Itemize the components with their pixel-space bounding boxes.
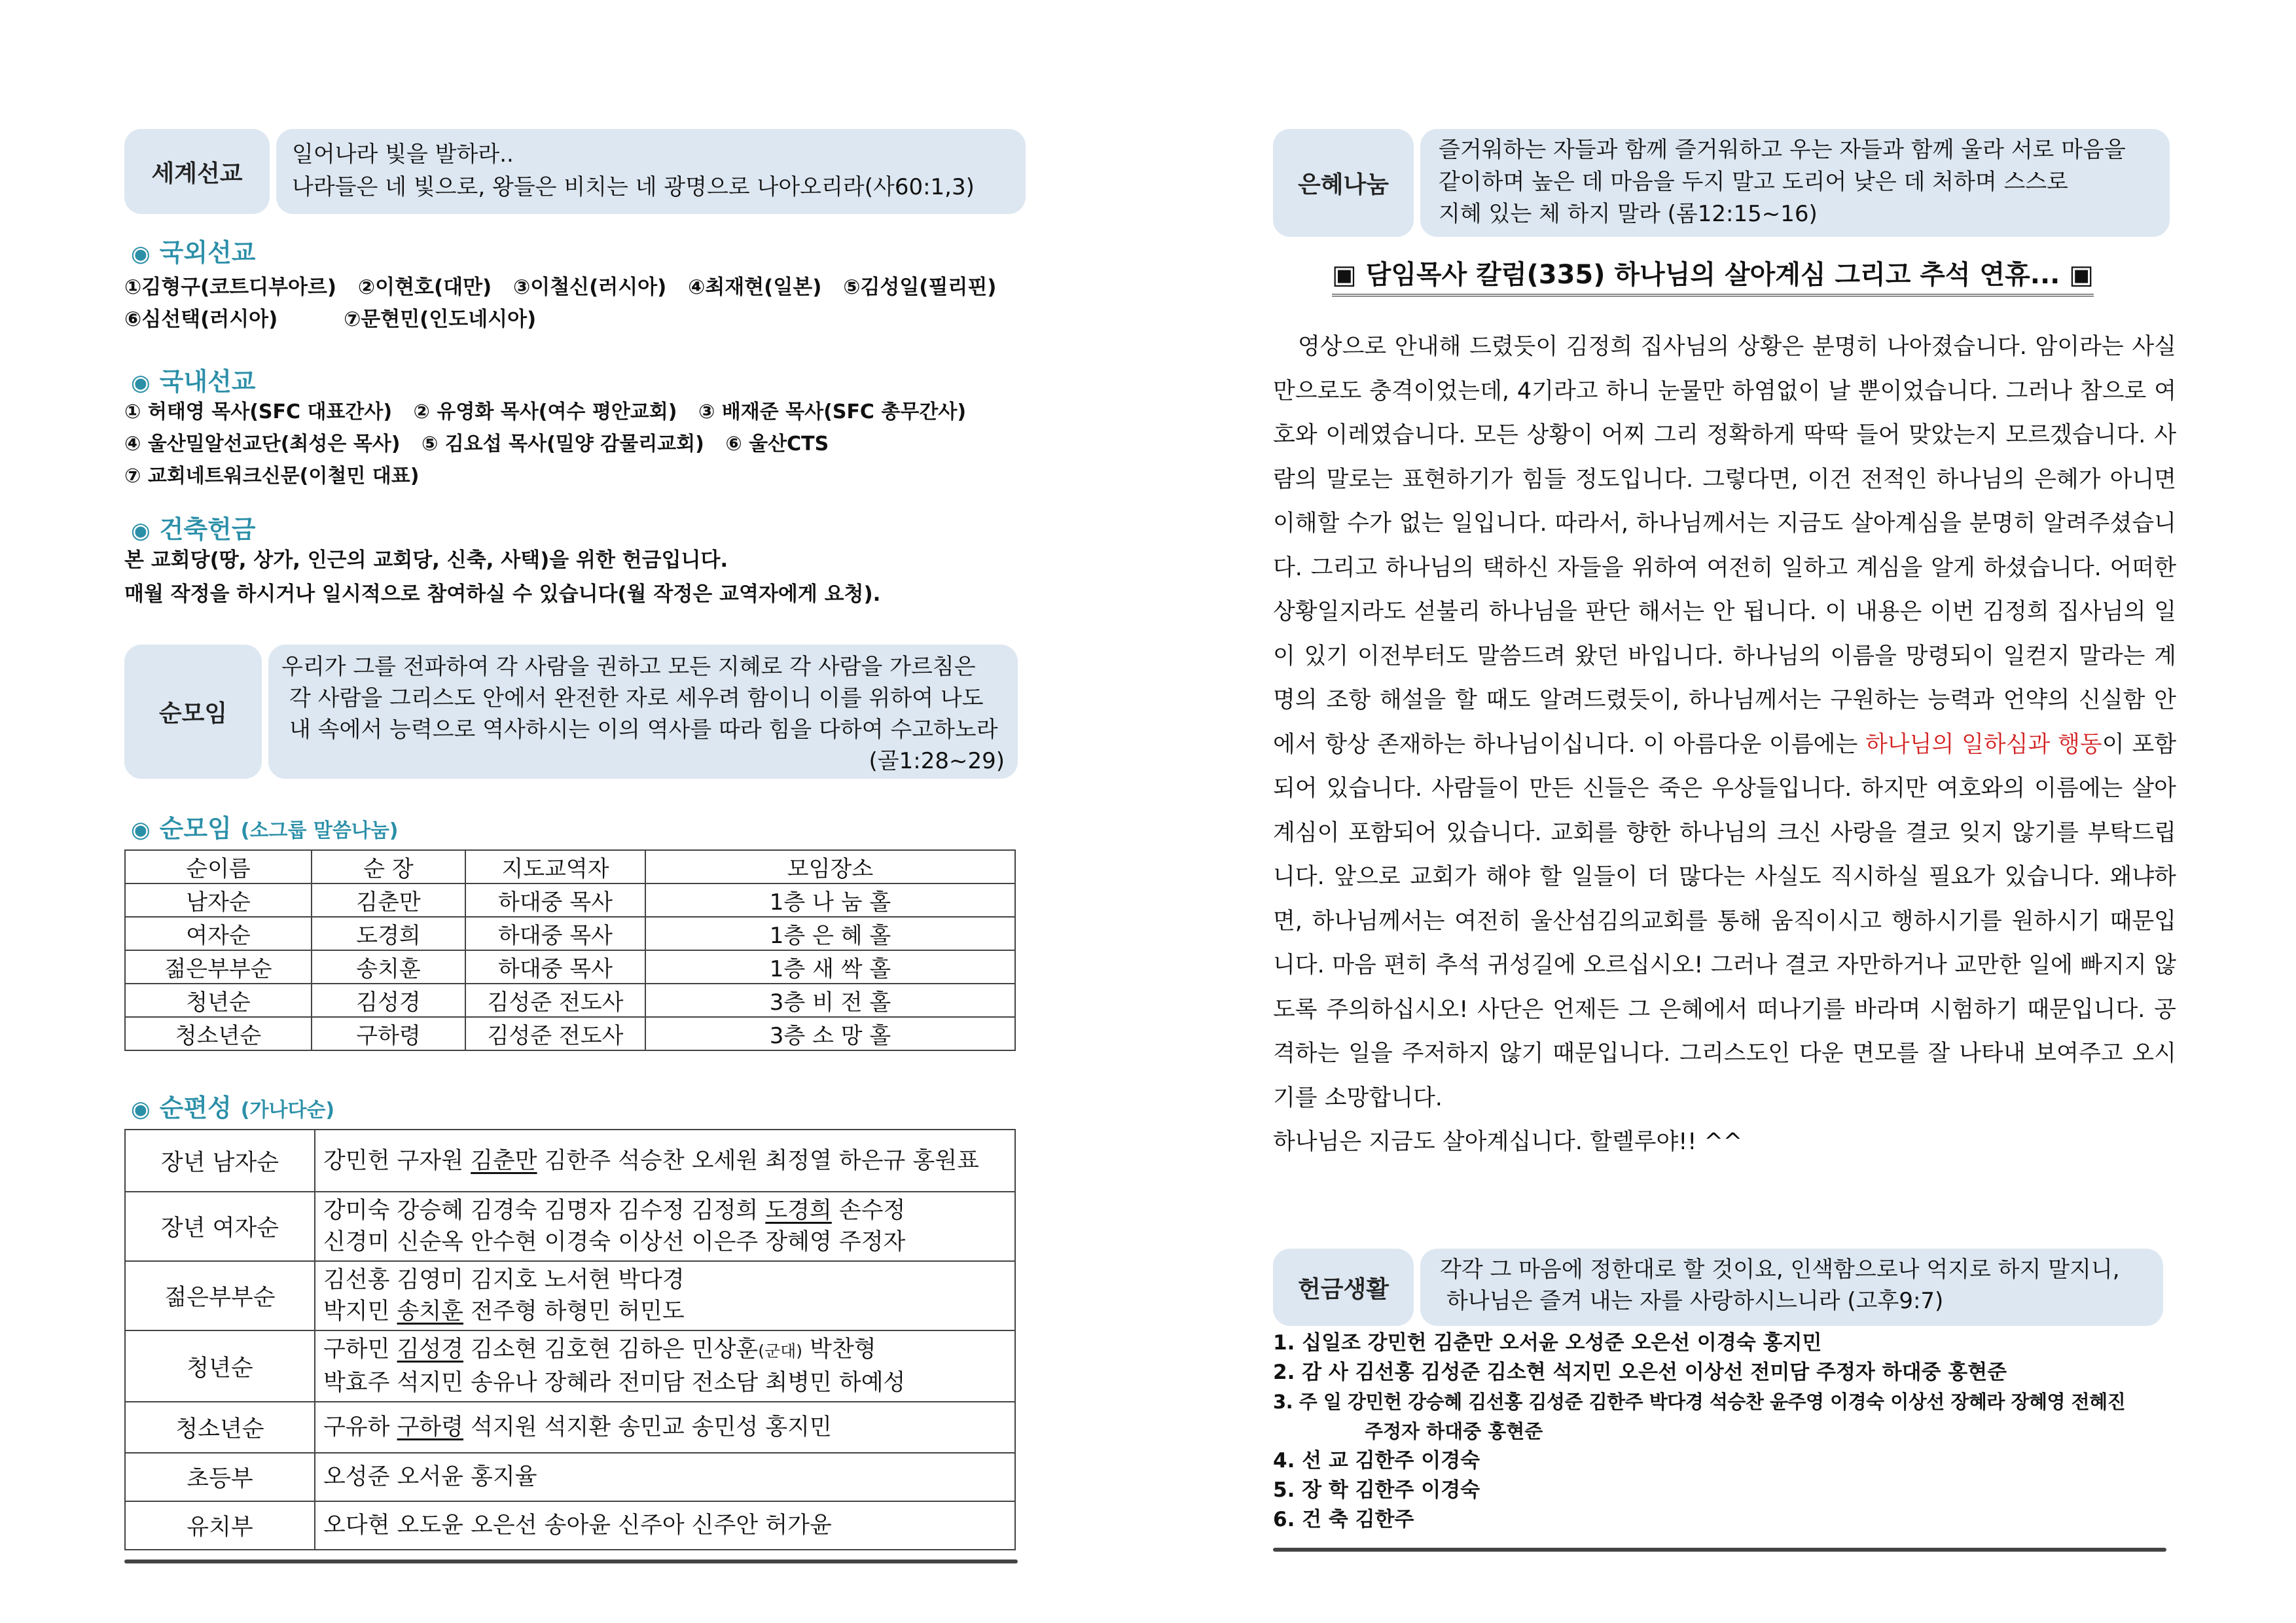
table-cell: 김성경 [312,984,465,1017]
bullet-icon: ◉ [131,1096,151,1122]
table-cell: 3층 소 망 홀 [645,1017,1015,1050]
table-cell: 하대중 목사 [465,950,645,984]
offering-item: 4. 선 교 김한주 이경숙 [1273,1449,1480,1472]
banner-label: 은혜나눔 [1273,129,1414,237]
table-cell: 도경희 [312,917,465,950]
offering-item: 주정자 하대중 홍현준 [1365,1420,1543,1442]
member-list: 전주형 하형민 허민도 [463,1298,685,1325]
member-list: 석지원 석지환 송민교 송민성 홍지민 [463,1414,832,1440]
group-members [315,1130,1015,1192]
group-leader: 도경희 [765,1198,832,1224]
group-name: 장년 여자순 [125,1192,315,1261]
mission-item: ② 유영화 목사(여수 평안교회) [413,401,677,423]
member-list: 박찬형 [802,1336,876,1363]
missionary: ④최재현(일본) [688,276,822,299]
table-cell: 구하령 [312,1017,465,1050]
bottom-divider [1273,1548,2166,1552]
verse-reference: (골1:28~29) [869,748,1005,774]
table-row [125,1017,1015,1050]
group-leader: 김춘만 [471,1147,537,1174]
group-name: 청년순 [125,1330,315,1402]
section-title: 순모임 [159,814,232,843]
member-list: 신경미 신순옥 안수현 이경숙 이상선 이은주 장혜영 주정자 [323,1229,906,1255]
group-leader: 김성경 [397,1336,463,1363]
verse-line: 우리가 그를 전파하여 각 사람을 권하고 모든 지혜로 각 사람을 가르침은 [281,654,976,680]
text-line: 본 교회당(땅, 상가, 인근의 교회당, 신축, 사택)을 위한 헌금입니다. [124,548,728,572]
missionary: ②이현호(대만) [357,276,492,299]
column-text: 이 포함되어 있습니다. 사람들이 만든 신들은 죽은 우상들입니다. 하지만 여호와의 이름에는 살아계심이 포함되어 있습니다. 교회를 향한 하나님의 크신 사랑을 결코 잊지 않기를 부탁드립니다. 앞으로 교회가 해야 할 일들이 더 많다는 사실도 직시하실 필요가 있습니다. 왜냐하면, 하나님께서는 여전히 울산섬김의교회를 통해 움직이시고 행하시기를 원하시기 때문입니다. 마음 편히 추석 귀성길에 오르십시오! 그러나 결코 자만하거나 교만한 일에 빠지지 않도록 주의하십시오! 사단은 언제든 그 은혜에서 떠나기를 바라며 시험하기 때문입니다. 공격하는 일을 주저하지 않기 때문입니다. 그리스도인 다운 면모를 잘 나타내 보여주고 오시기를 소망합니다. [1273,731,2176,1111]
group-members [315,1402,1015,1453]
section-subtitle: (소그룹 말씀나눔) [240,819,399,842]
bullet-icon: ◉ [131,817,151,843]
mission-item: ④ 울산밀알선교단(최성은 목사) [124,433,401,455]
mission-item: ③ 배재준 목사(SFC 총무간사) [698,401,967,423]
section-subtitle: (가나다순) [240,1099,335,1122]
table-cell: 남자순 [125,883,312,917]
member-list: 강민헌 구자원 [323,1147,471,1174]
grace-sharing-banner [1273,129,2170,237]
offering-item: 6. 건 축 김한주 [1273,1508,1414,1531]
member-note: (군대) [758,1342,803,1361]
column-closing: 하나님은 지금도 살아계십니다. 할렐루야!! ^^ [1273,1129,1743,1155]
group-name: 유치부 [125,1501,315,1550]
column-header: 순 장 [312,850,465,883]
bullet-icon: ◉ [131,241,151,267]
section-title: 국내선교 [159,367,256,396]
group-members [315,1192,1015,1261]
group-roster-heading [131,1088,334,1124]
section-title: 국외선교 [159,238,256,267]
verse-line: 하나님은 즐겨 내는 자를 사랑하시느니라 (고후9:7) [1446,1288,1944,1314]
member-list: 손수정 [831,1198,906,1224]
group-members [315,1261,1015,1330]
verse-line: 같이하며 높은 데 마음을 두지 말고 도리어 낮은 데 처하며 스스로 [1439,169,2069,195]
overseas-mission-heading [131,232,256,268]
table-row [125,950,1015,984]
missionary: ⑥심선택(러시아) [124,308,278,331]
pastor-column-title: ▣ 담임목사 칼럼(335) 하나님의 살아계심 그리고 추석 연휴... ▣ [1332,254,2094,296]
section-title: 건축헌금 [159,515,256,544]
verse-line: 내 속에서 능력으로 역사하시는 이의 역사를 따라 힘을 다하여 수고하노라 [289,717,998,743]
table-cell: 3층 비 전 홀 [645,984,1015,1017]
table-row [125,917,1015,950]
table-cell: 1층 나 눔 홀 [645,883,1015,917]
table-cell: 김성준 전도사 [465,1017,645,1050]
table-row [125,883,1015,917]
table-cell: 김춘만 [312,883,465,917]
table-row [125,1330,1015,1402]
missionary: ⑤김성일(필리핀) [843,276,997,299]
offering-item: 2. 감 사 김선홍 김성준 김소현 석지민 오은선 이상선 전미담 주정자 하대중 홍현준 [1273,1361,2007,1384]
section-title: 순편성 [159,1094,232,1122]
mission-item: ⑤ 김요섭 목사(밀양 감물리교회) [421,433,704,455]
verse-line: 나라들은 네 빛으로, 왕들은 비치는 네 광명으로 나아오리라(사60:1,3) [292,174,975,200]
table-cell: 김성준 전도사 [465,984,645,1017]
table-row [125,1261,1015,1330]
table-cell: 송치훈 [312,950,465,984]
mission-item: ⑥ 울산CTS [725,433,829,455]
domestic-missions [124,396,980,492]
mission-item: ① 허태영 목사(SFC 대표간사) [124,401,393,423]
pastor-column-body [1273,325,2176,1165]
group-meeting-banner [124,645,1018,779]
column-header: 지도교역자 [465,850,645,883]
bottom-divider [124,1560,1018,1563]
banner-verse [1420,1249,2163,1326]
member-list: 박효주 석지민 송유나 장혜라 전미담 전소담 최병민 하예성 [323,1370,906,1396]
building-offering-text [124,543,880,611]
missionary: ①김형구(코트디부아르) [124,276,337,299]
mission-item: ⑦ 교회네트워크신문(이철민 대표) [124,465,420,488]
member-list: 김한주 석승찬 오세원 최정열 하은규 홍원표 [537,1147,979,1174]
table-cell: 1층 은 혜 홀 [645,917,1015,950]
table-header-row [125,850,1015,883]
table-cell: 여자순 [125,917,312,950]
column-text: 영상으로 안내해 드렸듯이 김정희 집사님의 상황은 분명히 나아졌습니다. 암이라는 사실만으로도 충격이었는데, 4기라고 하니 눈물만 하염없이 날 뿐이었습니다. 그러나 참으로 여호와 이레였습니다. 모든 상황이 어찌 그리 정확하게 딱딱 들어 맞았는지 모르겠습니다. 사람의 말로는 표현하기가 힘들 정도입니다. 그렇다면, 이건 전적인 하나님의 은혜가 아니면 이해할 수가 없는 일입니다. 따라서, 하나님께서는 지금도 살아계심을 분명히 알려주셨습니다. 그리고 하나님의 택하신 자들을 위하여 여전히 일하고 계심을 알게 하셨습니다. 어떠한 상황일지라도 섣불리 하나님을 판단 해서는 안 됩니다. 이 내용은 이번 김정희 집사님의 일이 있기 이전부터도 말씀드려 왔던 바입니다. 하나님의 이름을 망령되이 일컫지 말라는 계명의 조항 해설을 할 때도 알려드렸듯이, 하나님께서는 구원하는 능력과 언약의 신실함 안에서 항상 존재하는 하나님이십니다. 이 아름다운 이름에는 [1273,334,2176,758]
verse-line: 일어나라 빛을 발하라.. [292,141,514,168]
table-cell: 하대중 목사 [465,883,645,917]
bullet-icon: ◉ [131,518,151,544]
offering-life-banner [1273,1249,2163,1326]
member-list: 김소현 김호현 김하은 민상훈 [463,1336,759,1363]
column-highlight: 하나님의 일하심과 행동 [1865,731,2102,758]
group-leader: 구하령 [397,1414,463,1440]
table-cell: 젊은부부순 [125,950,312,984]
verse-line: 즐거워하는 자들과 함께 즐거워하고 우는 자들과 함께 울라 서로 마음을 [1439,137,2126,163]
group-members: 오성준 오서윤 홍지율 [315,1453,1015,1501]
table-row [125,984,1015,1017]
table-row [125,1402,1015,1453]
missionary: ⑦문현민(인도네시아) [344,308,537,331]
group-meeting-table [124,849,1016,1051]
table-cell: 1층 새 싹 홀 [645,950,1015,984]
banner-label: 세계선교 [124,129,270,214]
group-name: 장년 남자순 [125,1130,315,1192]
table-row [125,1130,1015,1192]
member-list: 박지민 [323,1298,397,1325]
offering-item: 3. 주 일 강민헌 강승혜 김선홍 김성준 김한주 박다경 석승찬 윤주영 이경숙 이상선 장혜라 장혜영 전혜진 [1273,1391,2126,1413]
table-cell: 하대중 목사 [465,917,645,950]
group-members [315,1330,1015,1402]
offering-item: 1. 십일조 강민헌 김춘만 오서윤 오성준 오은선 이경숙 홍지민 [1273,1331,1822,1355]
group-name: 초등부 [125,1453,315,1501]
member-list: 구하민 [323,1336,397,1363]
offering-item: 5. 장 학 김한주 이경숙 [1273,1478,1480,1502]
table-cell: 청소년순 [125,1017,312,1050]
banner-verse [1420,129,2170,237]
domestic-mission-heading [131,361,256,397]
world-mission-banner [124,129,1026,214]
banner-label: 순모임 [124,645,262,779]
group-name: 젊은부부순 [125,1261,315,1330]
member-list: 강미숙 강승혜 김경숙 김명자 김수정 김정희 [323,1198,766,1224]
missionary: ③이철신(러시아) [513,276,667,299]
banner-verse [268,645,1018,779]
banner-label: 헌금생활 [1273,1249,1414,1326]
group-roster-table [124,1129,1016,1550]
group-leader: 송치훈 [397,1298,463,1325]
verse-line: 지혜 있는 체 하지 말라 (롬12:15~16) [1439,201,1818,227]
table-row [125,1501,1015,1550]
offering-list [1273,1329,2125,1535]
building-offering-heading [131,509,256,545]
member-list: 김선홍 김영미 김지호 노서현 박다경 [323,1267,685,1293]
overseas-missionaries [124,272,1011,336]
group-members: 오다현 오도윤 오은선 송아윤 신주아 신주안 허가윤 [315,1501,1015,1550]
bullet-icon: ◉ [131,370,151,396]
table-cell: 청년순 [125,984,312,1017]
column-header: 순이름 [125,850,312,883]
banner-verse [276,129,1026,214]
table-row [125,1453,1015,1501]
group-meeting-heading [131,808,399,844]
text-line: 매월 작정을 하시거나 일시적으로 참여하실 수 있습니다(월 작정은 교역자에게 요청). [124,582,881,606]
verse-line: 각 사람을 그리스도 안에서 완전한 자로 세우려 함이니 이를 위하여 나도 [289,685,984,711]
table-row [125,1192,1015,1261]
member-list: 구유하 [323,1414,397,1440]
group-name: 청소년순 [125,1402,315,1453]
verse-line: 각각 그 마음에 정한대로 할 것이요, 인색함으로나 억지로 하지 말지니, [1440,1257,2120,1283]
column-header: 모임장소 [645,850,1015,883]
